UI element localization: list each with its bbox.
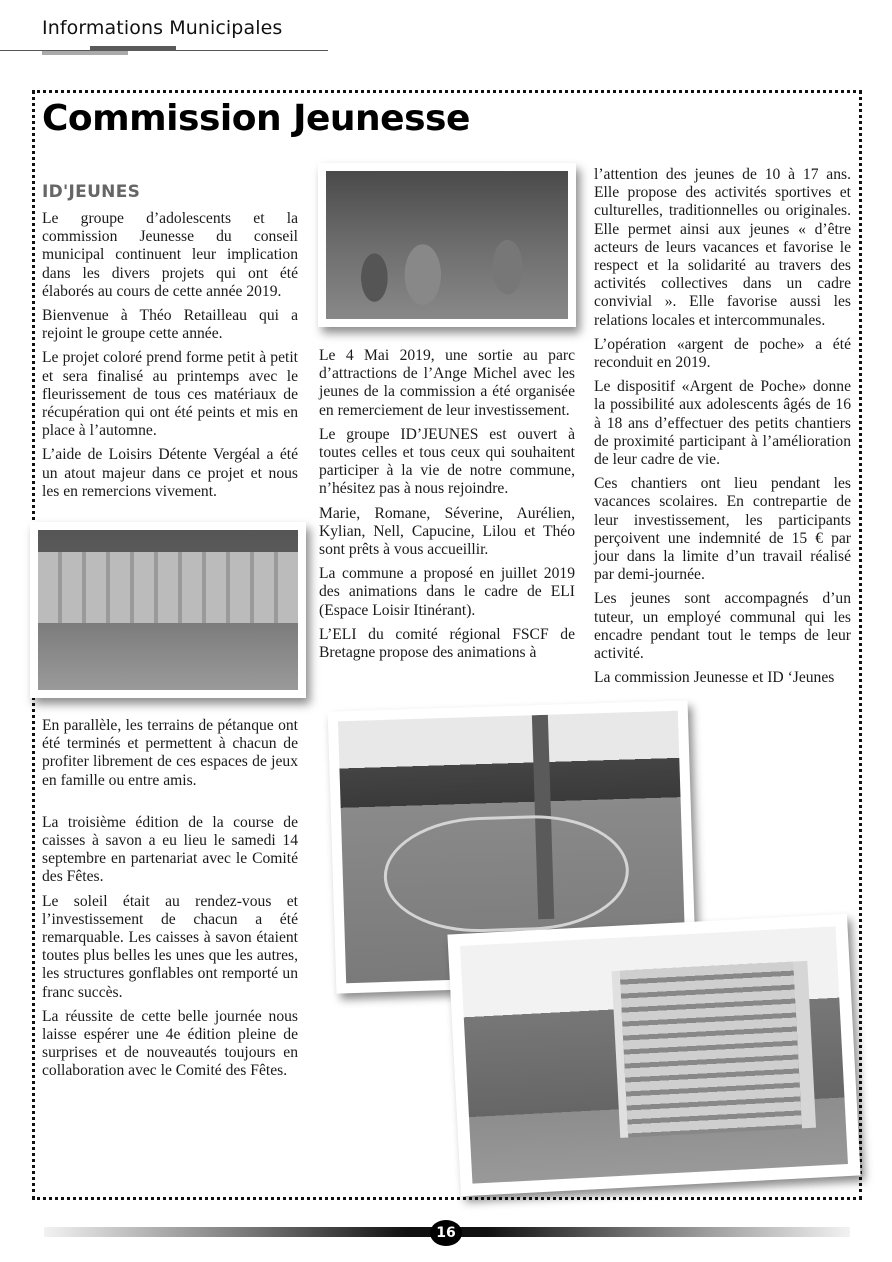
paragraph: En parallèle, les terrains de pétanque ont été terminés et permettent à chacun de profiter librement de ces espaces de jeux en famille ou entre amis.: [42, 717, 298, 789]
paragraph: La troisième édition de la course de caisses à savon a eu lieu le samedi 14 septembre en partenariat avec le Comité des Fêtes.: [42, 813, 298, 886]
paragraph: La réussite de cette belle journée nous laisse espérer une 4e édition pleine de surprises et de nouveautés toujours en collaboration avec le Comité des Fêtes.: [42, 1007, 298, 1080]
paragraph: Ces chantiers ont lieu pendant les vacances scolaires. En contrepartie de leur investissement, les participants perçoivent une indemnité de 15 € par jour dans la limite d’un travail réalisé par demi-journée.: [594, 475, 851, 584]
image: [460, 926, 848, 1183]
paragraph: Le projet coloré prend forme petit à petit et sera finalisé au printemps avec le fleurissement de tous ces matériaux de récupération qui ont été peints et mis en place à l’automne.: [42, 349, 298, 440]
photo-pallet-shed: [447, 914, 860, 1197]
paragraph: Les jeunes sont accompagnés d’un tuteur, un employé communal qui les encadre pendant tout le temps de leur activité.: [594, 590, 851, 663]
paragraph: Le groupe ID’JEUNES est ouvert à toutes celles et tous ceux qui souhaitent participer à la vie de notre commune, n’hésitez pas à nous rejoindre.: [319, 425, 575, 498]
image: [38, 530, 298, 690]
text-column-3: [594, 166, 851, 693]
paragraph: L’opération «argent de poche» a été reconduit en 2019.: [594, 335, 851, 372]
text-column-2: [319, 347, 575, 668]
paragraph: La commune a proposé en juillet 2019 des animations dans le cadre de ELI (Espace Loisir Itinérant).: [319, 565, 575, 619]
paragraph: La commission Jeunesse et ID ‘Jeunes: [594, 669, 835, 687]
page-number: 16: [430, 1220, 462, 1246]
paragraph: Le dispositif «Argent de Poche» donne la possibilité aux adolescents âgés de 16 à 18 ans d’effectuer des petits chantiers de proximité participant à l’amélioration de leur cadre de vie.: [594, 378, 851, 469]
paragraph: Le 4 Mai 2019, une sortie au parc d’attractions de l’Ange Michel avec les jeunes de la commission a été organisée en remerciement de leur investissement.: [319, 347, 575, 419]
paragraph: Le soleil était au rendez-vous et l’investissement de chacun a été remarquable. Les caisses à savon étaient toutes plus belles les unes que les autres, les structures gonflables ont remporté un franc succès.: [42, 892, 298, 1001]
image: [326, 171, 568, 319]
paragraph: Le groupe d’adolescents et la commission Jeunesse du conseil municipal continuent leur implication dans les divers projets qui ont été élaborés au cours de cette année 2019.: [42, 210, 298, 300]
text-column-1: [42, 210, 298, 507]
header-accent-light: [42, 51, 128, 55]
paragraph: Marie, Romane, Séverine, Aurélien, Kylian, Nell, Capucine, Lilou et Théo sont prêts à vous accueillir.: [319, 504, 575, 559]
photo-hall-workshop: [30, 522, 306, 698]
paragraph: L’aide de Loisirs Détente Vergéal a été un atout majeur dans ce projet et nous les en remercions vivement.: [42, 446, 298, 500]
photo-group-applauding: [318, 163, 576, 327]
subheading: ID'JEUNES: [42, 182, 141, 202]
page-title: Commission Jeunesse: [42, 98, 470, 139]
paragraph: l’attention des jeunes de 10 à 17 ans. Elle propose des activités sportives et culturelles, traditionnelles ou originales. Elle permet ainsi aux jeunes « d’être acteurs de leurs vacances et favorise le respect et la solidarité au travers des activités collectives dans un cadre convivial ». Elle favorise aussi les relations locales et intercommunales.: [594, 166, 851, 329]
paragraph: Bienvenue à Théo Retailleau qui a rejoint le groupe cette année.: [42, 307, 298, 343]
paragraph: L’ELI du comité régional FSCF de Bretagne propose des animations à: [319, 625, 575, 662]
section-header: Informations Municipales: [42, 17, 283, 39]
text-column-4: [42, 717, 298, 1087]
